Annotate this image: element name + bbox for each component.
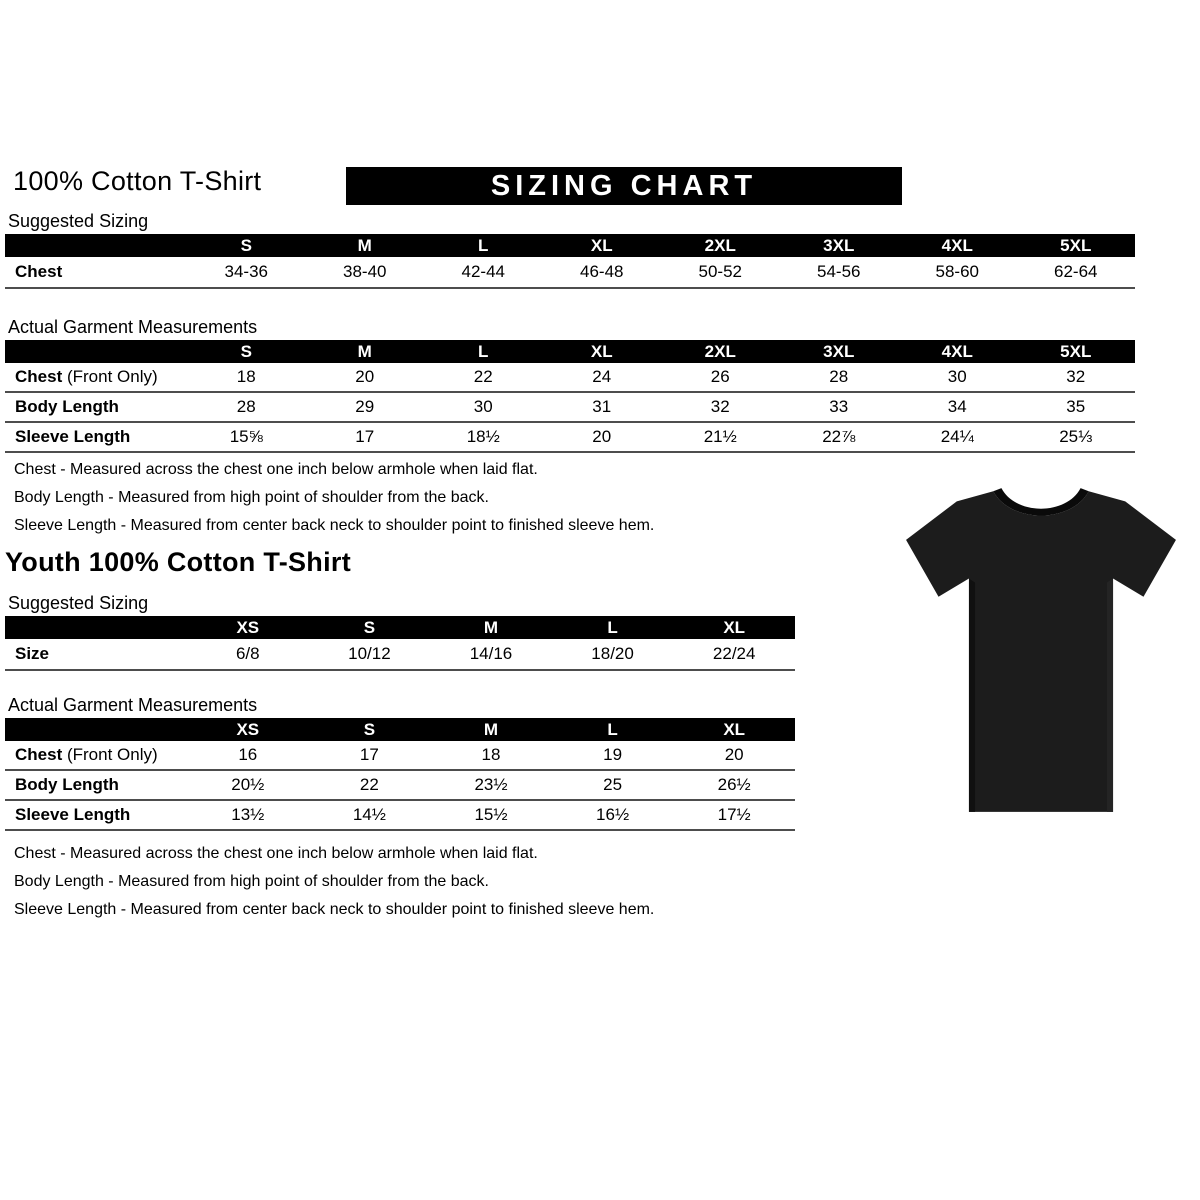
- measurement-cell: 33: [780, 392, 899, 422]
- measurement-cell: 38-40: [306, 257, 425, 288]
- size-table-corner-cell: [5, 718, 187, 741]
- size-column-header: 2XL: [661, 340, 780, 363]
- size-table: [5, 616, 795, 671]
- size-table-corner-cell: [5, 340, 187, 363]
- size-column-header: L: [552, 616, 674, 639]
- row-label: Body Length: [5, 392, 187, 422]
- sleeve-length-note: Sleeve Length - Measured from center back neck to shoulder point to finished sleeve hem.: [14, 517, 655, 534]
- row-label: Chest (Front Only): [5, 741, 187, 770]
- size-table: [5, 718, 795, 831]
- measurement-cell: 28: [780, 363, 899, 392]
- size-column-header: 3XL: [780, 234, 899, 257]
- youth-measurement-notes: [14, 844, 654, 928]
- measurement-cell: 20: [673, 741, 795, 770]
- size-column-header: 2XL: [661, 234, 780, 257]
- size-column-header: 5XL: [1017, 340, 1136, 363]
- measurement-cell: 29: [306, 392, 425, 422]
- size-column-header: XL: [543, 234, 662, 257]
- youth-section-title: Youth 100% Cotton T-Shirt: [5, 547, 351, 577]
- row-label: Body Length: [5, 770, 187, 800]
- measurement-cell: 25: [552, 770, 674, 800]
- measurement-cell: 14½: [309, 800, 431, 830]
- measurement-cell: 30: [898, 363, 1017, 392]
- measurement-row: [5, 770, 795, 800]
- measurement-cell: 18½: [424, 422, 543, 452]
- size-table: [5, 234, 1135, 289]
- size-table-header-row: [5, 340, 1135, 363]
- size-column-header: S: [309, 718, 431, 741]
- measurement-row: [5, 392, 1135, 422]
- body-length-note: Body Length - Measured from high point of shoulder from the back.: [14, 873, 489, 890]
- size-column-header: L: [424, 234, 543, 257]
- measurement-cell: 15⅝: [187, 422, 306, 452]
- size-column-header: 5XL: [1017, 234, 1136, 257]
- size-column-header: M: [430, 718, 552, 741]
- youth-suggested-sizing-label: Suggested Sizing: [8, 593, 149, 613]
- size-column-header: XL: [673, 616, 795, 639]
- measurement-cell: 58-60: [898, 257, 1017, 288]
- youth-actual-measurements-table: [5, 718, 795, 831]
- size-column-header: XS: [187, 616, 309, 639]
- size-table-header-row: [5, 718, 795, 741]
- size-column-header: 4XL: [898, 234, 1017, 257]
- size-column-header: 4XL: [898, 340, 1017, 363]
- measurement-cell: 35: [1017, 392, 1136, 422]
- measurement-cell: 16: [187, 741, 309, 770]
- youth-actual-measurements-label: Actual Garment Measurements: [8, 695, 258, 715]
- measurement-cell: 22: [424, 363, 543, 392]
- size-table: [5, 340, 1135, 453]
- measurement-cell: 31: [543, 392, 662, 422]
- measurement-cell: 19: [552, 741, 674, 770]
- measurement-cell: 16½: [552, 800, 674, 830]
- measurement-cell: 50-52: [661, 257, 780, 288]
- measurement-cell: 6/8: [187, 639, 309, 670]
- tshirt-icon: [893, 477, 1189, 822]
- measurement-cell: 46-48: [543, 257, 662, 288]
- tshirt-product-image: [893, 477, 1189, 822]
- youth-suggested-sizing-table: [5, 616, 795, 671]
- size-column-header: L: [424, 340, 543, 363]
- page-title: 100% Cotton T-Shirt: [13, 166, 262, 196]
- size-table-corner-cell: [5, 234, 187, 257]
- measurement-cell: 32: [661, 392, 780, 422]
- size-column-header: M: [430, 616, 552, 639]
- row-label: Size: [5, 639, 187, 670]
- size-column-header: M: [306, 340, 425, 363]
- measurement-cell: 18/20: [552, 639, 674, 670]
- row-label: Sleeve Length: [5, 422, 187, 452]
- measurement-cell: 34-36: [187, 257, 306, 288]
- measurement-row: [5, 363, 1135, 392]
- measurement-cell: 18: [187, 363, 306, 392]
- adult-actual-measurements-table: [5, 340, 1135, 453]
- measurement-cell: 54-56: [780, 257, 899, 288]
- size-table-header-row: [5, 616, 795, 639]
- measurement-cell: 13½: [187, 800, 309, 830]
- size-column-header: S: [187, 234, 306, 257]
- size-column-header: XL: [673, 718, 795, 741]
- measurement-cell: 26½: [673, 770, 795, 800]
- measurement-cell: 20½: [187, 770, 309, 800]
- measurement-cell: 42-44: [424, 257, 543, 288]
- adult-measurement-notes: [14, 460, 654, 544]
- measurement-cell: 15½: [430, 800, 552, 830]
- adult-actual-measurements-label: Actual Garment Measurements: [8, 317, 258, 337]
- measurement-cell: 23½: [430, 770, 552, 800]
- measurement-row: [5, 422, 1135, 452]
- size-column-header: M: [306, 234, 425, 257]
- size-table-corner-cell: [5, 616, 187, 639]
- measurement-cell: 24: [543, 363, 662, 392]
- measurement-cell: 17½: [673, 800, 795, 830]
- measurement-cell: 22: [309, 770, 431, 800]
- measurement-cell: 21½: [661, 422, 780, 452]
- measurement-cell: 22⅞: [780, 422, 899, 452]
- size-column-header: S: [309, 616, 431, 639]
- measurement-cell: 17: [306, 422, 425, 452]
- body-length-note: Body Length - Measured from high point of shoulder from the back.: [14, 489, 489, 506]
- row-label: Sleeve Length: [5, 800, 187, 830]
- sizing-chart-banner: SIZING CHART: [346, 167, 902, 205]
- measurement-row: [5, 257, 1135, 288]
- measurement-cell: 28: [187, 392, 306, 422]
- measurement-cell: 25⅓: [1017, 422, 1136, 452]
- size-column-header: 3XL: [780, 340, 899, 363]
- measurement-cell: 20: [543, 422, 662, 452]
- adult-suggested-sizing-label: Suggested Sizing: [8, 211, 149, 231]
- size-table-header-row: [5, 234, 1135, 257]
- measurement-cell: 62-64: [1017, 257, 1136, 288]
- size-column-header: XS: [187, 718, 309, 741]
- chest-note: Chest - Measured across the chest one inch below armhole when laid flat.: [14, 845, 538, 862]
- measurement-cell: 14/16: [430, 639, 552, 670]
- measurement-row: [5, 741, 795, 770]
- row-label: Chest: [5, 257, 187, 288]
- measurement-cell: 20: [306, 363, 425, 392]
- measurement-row: [5, 800, 795, 830]
- measurement-cell: 10/12: [309, 639, 431, 670]
- measurement-cell: 18: [430, 741, 552, 770]
- measurement-cell: 22/24: [673, 639, 795, 670]
- measurement-cell: 17: [309, 741, 431, 770]
- measurement-cell: 30: [424, 392, 543, 422]
- size-column-header: S: [187, 340, 306, 363]
- measurement-cell: 24¼: [898, 422, 1017, 452]
- row-label: Chest (Front Only): [5, 363, 187, 392]
- adult-suggested-sizing-table: [5, 234, 1135, 289]
- measurement-cell: 34: [898, 392, 1017, 422]
- sleeve-length-note: Sleeve Length - Measured from center back neck to shoulder point to finished sleeve hem.: [14, 901, 655, 918]
- measurement-cell: 26: [661, 363, 780, 392]
- measurement-row: [5, 639, 795, 670]
- chest-note: Chest - Measured across the chest one inch below armhole when laid flat.: [14, 461, 538, 478]
- size-column-header: L: [552, 718, 674, 741]
- size-column-header: XL: [543, 340, 662, 363]
- measurement-cell: 32: [1017, 363, 1136, 392]
